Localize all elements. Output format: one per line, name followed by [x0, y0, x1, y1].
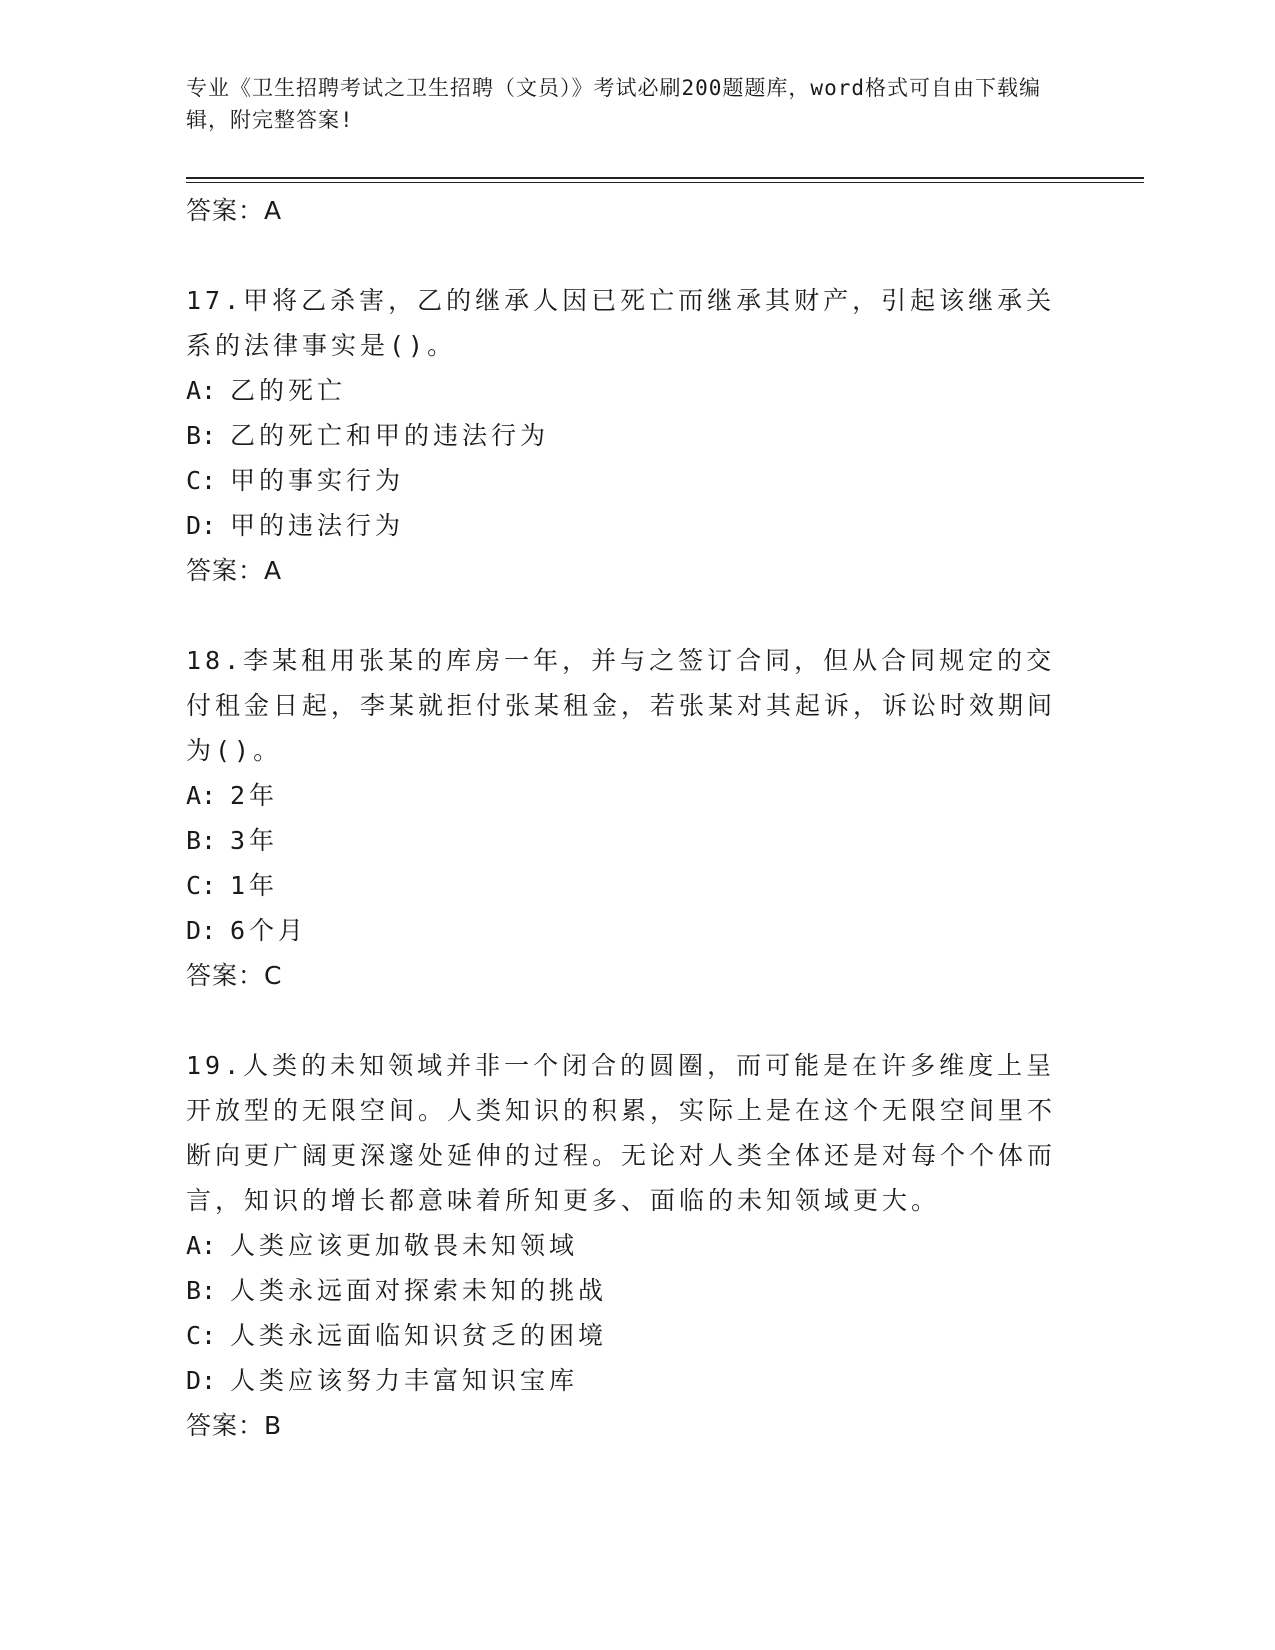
option-letter: B:: [186, 826, 217, 855]
option-letter: C:: [186, 871, 217, 900]
option-text: 人类应该更加敬畏未知领域: [230, 1231, 579, 1260]
option-letter: A:: [186, 781, 217, 810]
option-text: 甲的违法行为: [230, 511, 405, 540]
option-text: 甲的事实行为: [230, 466, 405, 495]
option-text: 乙的死亡: [230, 376, 347, 405]
option-text: 1年: [230, 871, 279, 900]
question-17: [186, 278, 1066, 594]
option-a: [186, 368, 1066, 413]
option-letter: C:: [186, 466, 217, 495]
document-body: [186, 188, 1066, 1449]
option-letter: D:: [186, 916, 217, 945]
option-a: [186, 1223, 1066, 1268]
question-stem: 18.李某租用张某的库房一年，并与之签订合同，但从合同规定的交付租金日起，李某就拒付张某租金，若张某对其起诉，诉讼时效期间为()。: [186, 646, 1057, 765]
option-text: 6个月: [230, 916, 308, 945]
option-b: [186, 818, 1066, 863]
option-text: 人类应该努力丰富知识宝库: [230, 1366, 579, 1395]
question-stem: 17.甲将乙杀害，乙的继承人因已死亡而继承其财产，引起该继承关系的法律事实是()。: [186, 286, 1056, 360]
option-text: 人类永远面临知识贫乏的困境: [230, 1321, 608, 1350]
option-d: [186, 503, 1066, 548]
question-stem: 19.人类的未知领域并非一个闭合的圆圈，而可能是在许多维度上呈开放型的无限空间。人类知识的积累，实际上是在这个无限空间里不断向更广阔更深邃处延伸的过程。无论对人类全体还是对每个个体而言，知识的增长都意味着所知更多、面临的未知领域更大。: [186, 1051, 1057, 1215]
question-18: [186, 638, 1066, 999]
option-d: [186, 908, 1066, 953]
option-letter: C:: [186, 1321, 217, 1350]
option-b: [186, 1268, 1066, 1313]
option-d: [186, 1358, 1066, 1403]
answer-line: 答案：C: [186, 961, 283, 990]
option-a: [186, 773, 1066, 818]
question-19: [186, 1043, 1066, 1449]
answer-line: 答案：A: [186, 556, 283, 585]
option-b: [186, 413, 1066, 458]
header-rule-thick: [186, 177, 1144, 179]
option-letter: D:: [186, 511, 217, 540]
option-c: [186, 863, 1066, 908]
option-text: 乙的死亡和甲的违法行为: [230, 421, 550, 450]
answer-line: 答案：B: [186, 1411, 283, 1440]
option-text: 2年: [230, 781, 279, 810]
option-text: 人类永远面对探索未知的挑战: [230, 1276, 608, 1305]
header-rule-thin: [186, 182, 1144, 183]
document-header: 专业《卫生招聘考试之卫生招聘（文员）》考试必刷200题题库，word格式可自由下载编辑，附完整答案!: [186, 76, 1041, 132]
option-letter: B:: [186, 1276, 217, 1305]
option-c: [186, 458, 1066, 503]
option-letter: A:: [186, 1231, 217, 1260]
option-letter: D:: [186, 1366, 217, 1395]
option-c: [186, 1313, 1066, 1358]
option-letter: A:: [186, 376, 217, 405]
option-text: 3年: [230, 826, 279, 855]
previous-answer: 答案：A: [186, 196, 283, 225]
option-letter: B:: [186, 421, 217, 450]
